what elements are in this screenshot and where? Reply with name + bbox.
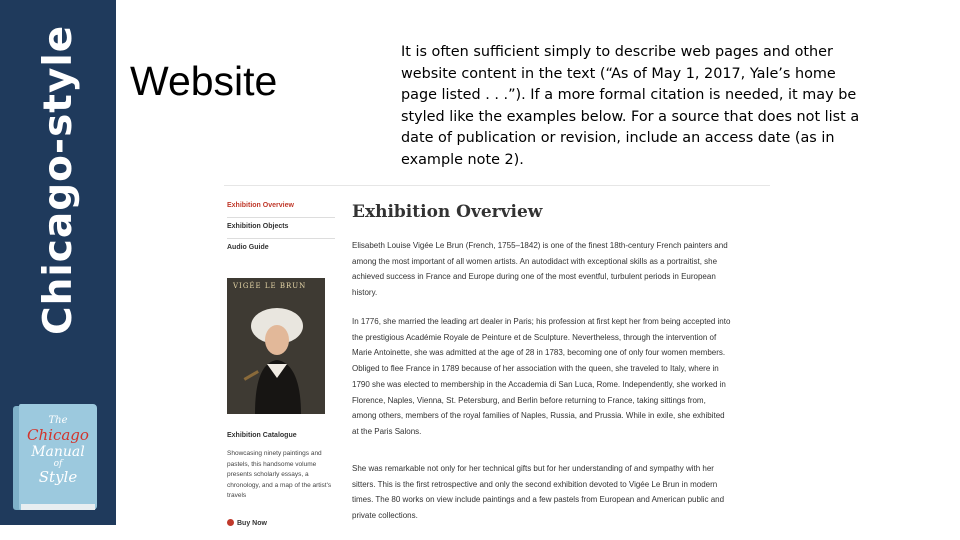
overview-paragraph-2: In 1776, she married the leading art dealer in Paris; his profession at first kept her from being accepted into the prestigious Académie Royale de Peinture et de Sculpture. Nevertheless, through the intervention of Marie Antoinette, she was admitted at the age of 28 in 1783, becoming one of only four women members. Obliged to flee France in 1789 because of her association with the queen, she traveled to Italy, where in 1790 she was elected to membership in the Accademia di San Luca, Rome. Independently, she worked in Florence, Naples, Vienna, St. Petersburg, and Berlin before returning to France, taking sittings from, among others, members of the royal families of Naples, Russia, and Prussia. While in exile, she exhibited at the Paris Salons. [352, 317, 731, 436]
vertical-title: Chicago-style [36, 24, 81, 335]
nav-divider [227, 238, 335, 239]
book-line-the: The [48, 415, 68, 426]
overview-paragraph-3: She was remarkable not only for her technical gifts but for her understanding of and sympathy with her sitters. This is the first retrospective and only the second exhibition devoted to Vigée Le Brun in modern times. The 80 works on view include paintings and a few pastels from European and American public and private collections. [352, 464, 725, 521]
nav-divider [227, 217, 335, 218]
book-pages [21, 504, 95, 510]
book-cover-text [19, 416, 97, 485]
book-line-of: of [53, 459, 63, 469]
catalogue-description: Showcasing ninety paintings and pastels, this handsome volume presents scholarly essays, a chronology, and a map of the artist's travels [227, 450, 332, 499]
catalogue-heading: Exhibition Catalogue [227, 432, 297, 439]
book-line-style: Style [38, 468, 78, 486]
cover-label: VIGÉE LE BRUN [233, 282, 307, 290]
portrait-illustration [227, 278, 325, 414]
buy-now-link [227, 519, 267, 527]
book-line-chicago: Chicago [27, 426, 89, 444]
exhibition-heading: Exhibition Overview [352, 202, 543, 222]
title-sidebar [0, 0, 116, 525]
overview-paragraph-1: Elisabeth Louise Vigée Le Brun (French, 1755–1842) is one of the finest 18th-century French painters and among the most important of all women artists. An autodidact with exceptional skills as a portraitist, she achieved success in France and Europe during one of the most eventful, turbulent periods in European history. [352, 241, 728, 298]
chicago-manual-book-icon [13, 404, 97, 510]
nav-audio-guide: Audio Guide [227, 244, 269, 251]
website-screenshot [224, 185, 770, 530]
book-line-manual: Manual [31, 444, 85, 460]
buy-now-label: Buy Now [237, 520, 267, 527]
slide-title: Website [130, 58, 278, 104]
nav-exhibition-objects: Exhibition Objects [227, 223, 289, 230]
screenshot-top-border [224, 185, 770, 186]
nav-exhibition-overview: Exhibition Overview [227, 202, 294, 209]
catalogue-cover-image [227, 278, 325, 414]
slide-body-text: It is often sufficient simply to describe web pages and other website content in the text (“As of May 1, 2017, Yale’s home page listed . . .”). If a more formal citation is needed, it may be styled like the examples below. For a source that does not list a date of publication or revision, include an access date (as in example note 2). [401, 44, 860, 168]
cart-icon [227, 519, 234, 526]
